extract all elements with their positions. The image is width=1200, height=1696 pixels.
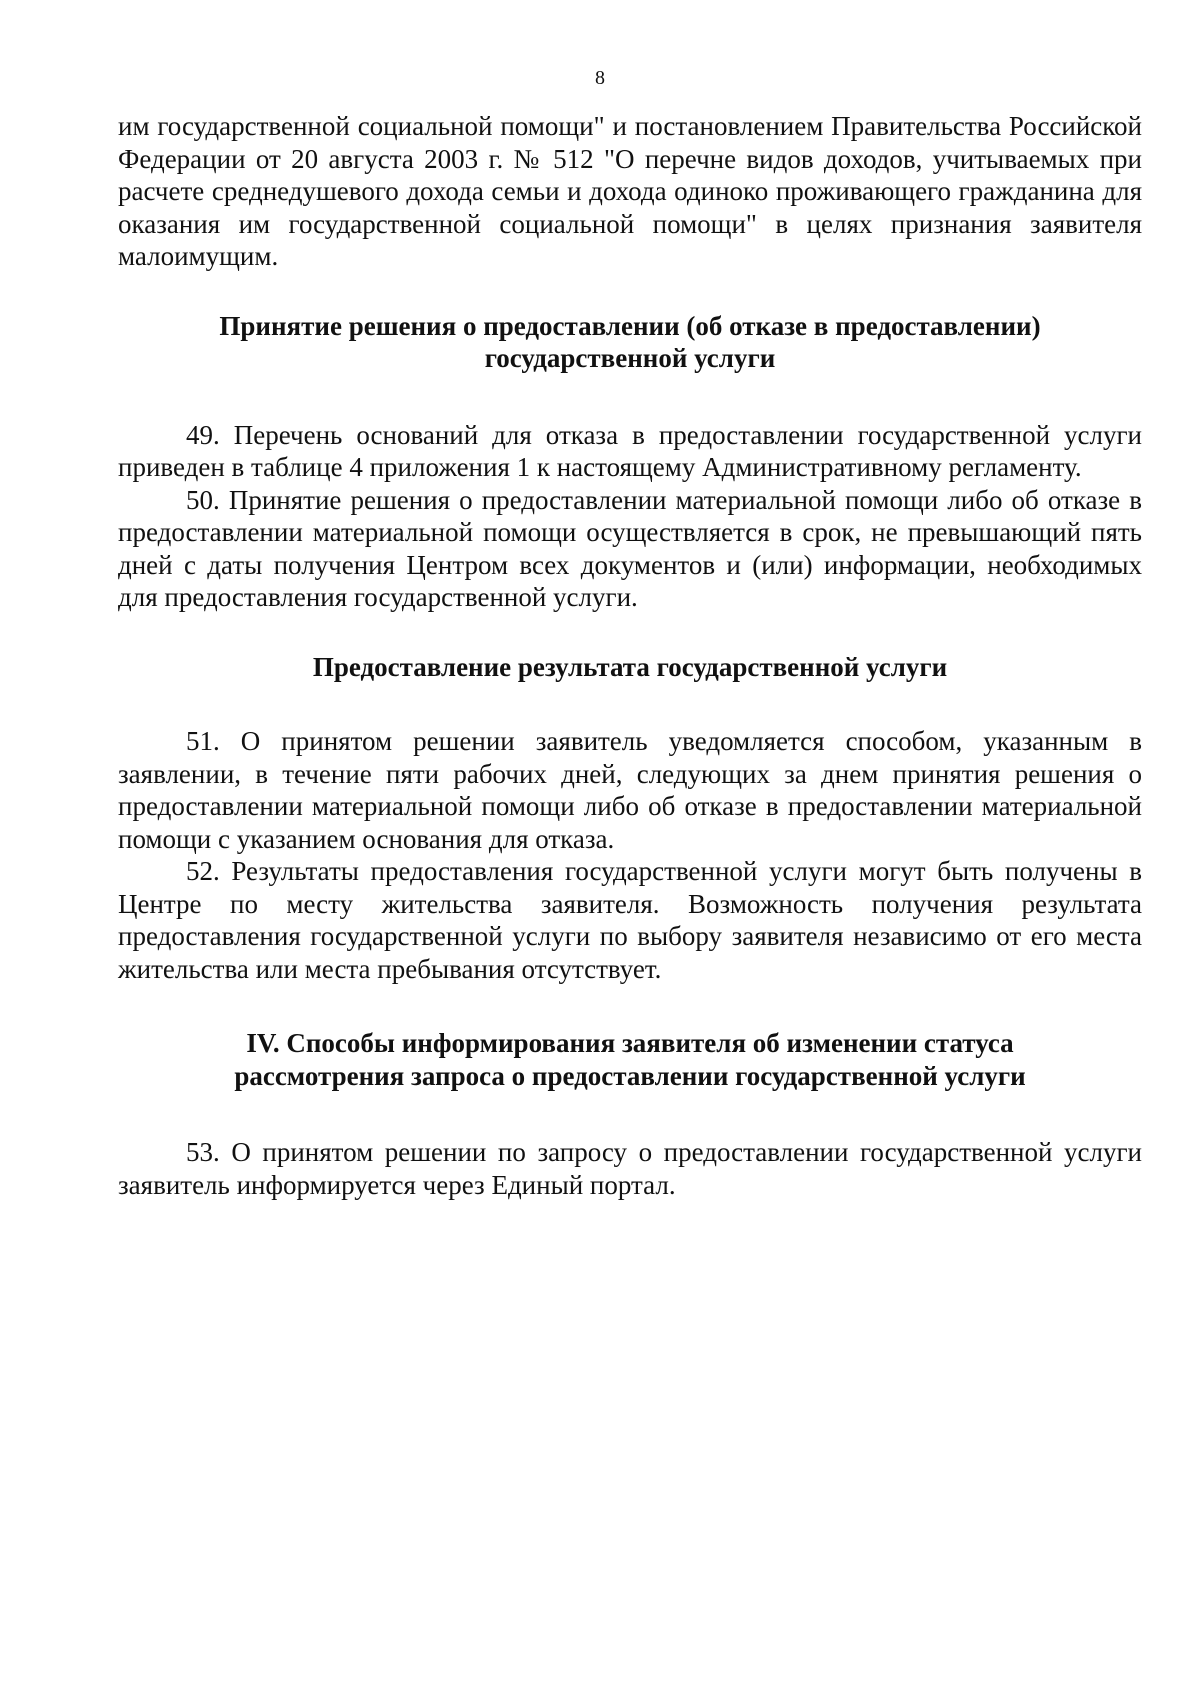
heading-section-iv-line1: IV. Способы информирования заявителя об изменении статуса [246,1028,1014,1058]
paragraph-49: 49. Перечень оснований для отказа в предоставлении государственной услуги приведен в таблице 4 приложения 1 к настоящему Административному регламенту. [118,419,1142,482]
document-body [118,110,1142,1201]
paragraph-50: 50. Принятие решения о предоставлении материальной помощи либо об отказе в предоставлении материальной помощи осуществляется в срок, не превышающий пять дней с даты получения Центром всех документов и (или) информации, необходимых для предоставления государственной услуги. [118,484,1142,612]
paragraph-52: 52. Результаты предоставления государственной услуги могут быть получены в Центре по месту жительства заявителя. Возможность получения результата предоставления государственной услуги по выбору заявителя независимо от его места жительства или места пребывания отсутствует. [118,856,1142,984]
heading-result: Предоставление результата государственной услуги [312,651,948,682]
heading-section-iv-line2: рассмотрения запроса о предоставлении государственной услуги [234,1060,1026,1091]
heading-decision-line1: Принятие решения о предоставлении (об отказе в предоставлении) [219,310,1041,341]
heading-decision-line2: государственной услуги [484,343,776,373]
paragraph-51: 51. О принятом решении заявитель уведомляется способом, указанным в заявлении, в течение пяти рабочих дней, следующих за днем принятия решения о предоставлении материальной помощи либо об отказе в предоставлении материальной помощи с указанием основания для отказа. [118,726,1142,854]
paragraph-53: 53. О принятом решении по запросу о предоставлении государственной услуги заявитель информируется через Единый портал. [118,1137,1142,1200]
heading-section-iv [118,1027,1142,1092]
paragraph-intro: им государственной социальной помощи" и постановлением Правительства Российской Федерации от 20 августа 2003 г. № 512 "О перечне видов доходов, учитываемых при расчете среднедушевого дохода семьи и дохода одиноко проживающего гражданина для оказания им государственной социальной помощи" в целях признания заявителя малоимущим. [118,111,1142,271]
heading-decision [118,310,1142,375]
page-number: 8 [595,67,605,89]
